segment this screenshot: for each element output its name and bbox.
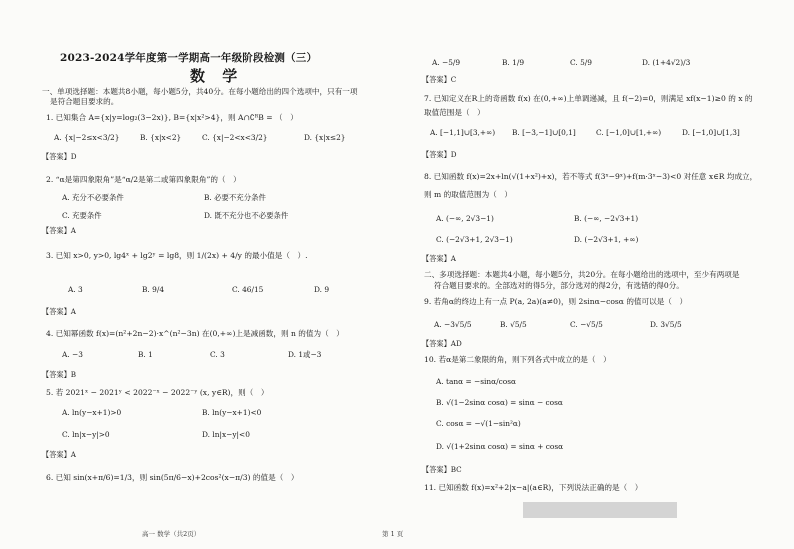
q6-option-b: B. 1/9 xyxy=(502,58,525,67)
q7-option-c: C. [−1,0]∪[1,+∞) xyxy=(596,128,662,137)
q7-answer: 【答案】D xyxy=(422,150,457,159)
q9-stem: 9. 若角α的终边上有一点 P(a, 2a)(a≠0)，则 2sinα−cosα 的值可以是（ ） xyxy=(424,297,688,306)
subject-title: 数 学 xyxy=(190,67,244,85)
q6-option-a: A. −5/9 xyxy=(432,58,461,67)
q2-stem: 2. “α是第四象限角”是“α/2是第二或第四象限角”的（ ） xyxy=(46,175,241,184)
section1-intro-cont: 是符合题目要求的。 xyxy=(50,97,119,106)
q5-stem: 5. 若 2021ˣ − 2021ʸ < 2022⁻ˣ − 2022⁻ʸ (x, y∈R)，则（ ） xyxy=(46,388,269,397)
q9-option-d: D. 3√5/5 xyxy=(650,320,682,329)
q8-option-b: B. (−∞, −2√3+1) xyxy=(574,214,639,223)
q1-option-a: A. {x|−2≤x<3/2} xyxy=(54,133,120,142)
q7-option-b: B. [−3,−1]∪[0,1] xyxy=(512,128,576,137)
q4-option-d: D. 1或−3 xyxy=(288,350,322,359)
q5-option-c: C. ln|x−y|>0 xyxy=(62,430,110,439)
q6-answer: 【答案】C xyxy=(422,75,457,84)
q3-option-a: A. 3 xyxy=(68,285,83,294)
q2-answer: 【答案】A xyxy=(42,226,76,235)
q9-answer: 【答案】AD xyxy=(422,339,462,348)
q6-option-d: D. (1+4√2)/3 xyxy=(642,58,691,67)
q8-answer: 【答案】A xyxy=(422,254,456,263)
q7-stem: 7. 已知定义在R上的奇函数 f(x) 在(0,+∞)上单调递减，且 f(−2)=0，则满足 xf(x−1)≥0 的 x 的 xyxy=(424,94,753,103)
q1-answer: 【答案】D xyxy=(42,152,77,161)
q3-option-b: B. 9/4 xyxy=(142,285,165,294)
q10-option-a: A. tanα = −sinα/cosα xyxy=(436,377,517,386)
section2-intro: 二、多项选择题：本题共4小题，每小题5分，共20分。在每小题给出的选项中，至少有两项是 xyxy=(424,270,740,279)
q3-answer: 【答案】A xyxy=(42,307,76,316)
q8-stem: 8. 已知函数 f(x)=2x+ln(√(1+x²)+x)，若不等式 f(3ˣ−9ˣ)+f(m·3ˣ−3)<0 对任意 x∈R 均成立， xyxy=(424,172,758,181)
q7-option-a: A. [−1,1]∪[3,+∞) xyxy=(430,128,496,137)
exam-title: 2023-2024学年度第一学期高一年级阶段检测（三） xyxy=(60,52,318,64)
q10-stem: 10. 若α是第二象限的角，则下列各式中成立的是（ ） xyxy=(424,355,611,364)
q8-stem-cont: 则 m 的取值范围为（ ） xyxy=(424,190,512,199)
left-column xyxy=(42,0,392,549)
redaction-block xyxy=(523,502,677,518)
q2-option-b: B. 必要不充分条件 xyxy=(204,193,266,202)
q4-option-c: C. 3 xyxy=(210,350,225,359)
q10-option-d: D. √(1+2sinα cosα) = sinα + cosα xyxy=(436,442,564,451)
q6-stem: 6. 已知 sin(x+π/6)=1/3，则 sin(5π/6−x)+2cos²(x−π/3) 的值是（ ） xyxy=(46,473,299,482)
q6-option-c: C. 5/9 xyxy=(570,58,592,67)
q3-stem: 3. 已知 x>0, y>0, lg4ˣ + lg2ʸ = lg8，则 1/(2x) + 4/y 的最小值是（ ）. xyxy=(46,251,308,260)
section2-intro-cont: 符合题目要求的。全部选对的得5分，部分选对的得2分，有选错的得0分。 xyxy=(434,281,684,290)
q5-answer: 【答案】A xyxy=(42,450,76,459)
q3-option-d: D. 9 xyxy=(314,285,330,294)
footer-left: 高一 数学（共2页） xyxy=(142,530,201,538)
q1-option-b: B. {x|x<2} xyxy=(140,133,182,142)
q7-option-d: D. [−1,0]∪[1,3] xyxy=(682,128,740,137)
q9-option-c: C. −√5/5 xyxy=(570,320,603,329)
q1-option-c: C. {x|−2<x<3/2} xyxy=(202,133,268,142)
q4-answer: 【答案】B xyxy=(42,370,77,379)
q2-option-a: A. 充分不必要条件 xyxy=(62,193,124,202)
q2-option-d: D. 既不充分也不必要条件 xyxy=(204,211,289,220)
q1-stem: 1. 已知集合 A={x|y=log₂(3−2x)}, B={x|x²>4}，则 A∩∁ᴿB = （ ） xyxy=(46,113,298,122)
q8-option-d: D. (−2√3+1, +∞) xyxy=(574,235,639,244)
section1-intro: 一、单项选择题：本题共8小题，每小题5分，共40分。在每小题给出的四个选项中，只有一项 xyxy=(42,87,358,96)
q7-stem-cont: 取值范围是（ ） xyxy=(424,108,485,117)
q5-option-d: D. ln|x−y|<0 xyxy=(202,430,250,439)
q5-option-b: B. ln(y−x+1)<0 xyxy=(202,408,262,417)
q5-option-a: A. ln(y−x+1)>0 xyxy=(62,408,122,417)
q10-option-c: C. cosα = −√(1−sin²α) xyxy=(436,419,521,428)
q8-option-a: A. (−∞, 2√3−1) xyxy=(436,214,494,223)
q2-option-c: C. 充要条件 xyxy=(62,211,102,220)
q4-stem: 4. 已知幂函数 f(x)=(n²+2n−2)·x^(n²−3n) 在(0,+∞)上是减函数，则 n 的值为（ ） xyxy=(46,329,344,338)
q10-answer: 【答案】BC xyxy=(422,465,462,474)
q4-option-a: A. −3 xyxy=(62,350,83,359)
q9-option-a: A. −3√5/5 xyxy=(434,320,472,329)
q9-option-b: B. √5/5 xyxy=(500,320,527,329)
q4-option-b: B. 1 xyxy=(138,350,153,359)
q1-option-d: D. {x|x≤2} xyxy=(304,133,346,142)
q8-option-c: C. (−2√3+1, 2√3−1) xyxy=(436,235,513,244)
right-column xyxy=(382,0,770,549)
q11-stem: 11. 已知函数 f(x)=x²+2|x−a|(a∈R)，下列说法正确的是（ ） xyxy=(424,483,643,492)
q10-option-b: B. √(1−2sinα cosα) = sinα − cosα xyxy=(436,398,563,407)
q3-option-c: C. 46/15 xyxy=(232,285,264,294)
footer-page-number: 第 1 页 xyxy=(382,530,404,538)
